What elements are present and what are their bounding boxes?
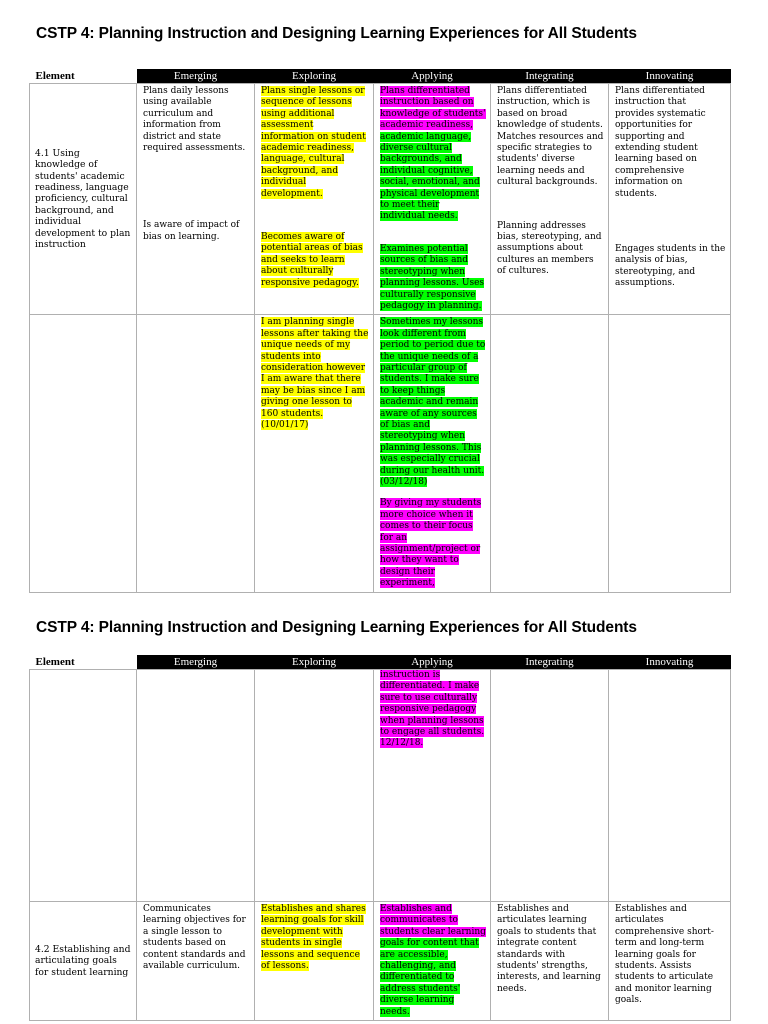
descriptor: Is aware of impact of bias on learning.	[143, 220, 240, 242]
cell-exploring-empty	[255, 670, 374, 902]
header-innovating: Innovating	[609, 69, 731, 84]
cell-emerging	[137, 902, 255, 1021]
header-row	[30, 655, 731, 670]
header-emerging: Emerging	[137, 69, 255, 84]
header-integrating: Integrating	[491, 69, 609, 84]
header-emerging: Emerging	[137, 655, 255, 670]
reflection-entry: I am planning single lessons after taking the unique needs of my students into consideration however I am aware that there may be bias since I am giving one lesson to 160 students. (10/01/17)	[261, 317, 369, 430]
descriptor: Communicates learning objectives for a single lesson to students based on content standards and available curriculum.	[143, 904, 246, 972]
reflection-entry: instruction is differentiated. I make sure to use culturally responsive pedagogy when planning lessons to engage all students. 12/12/18.	[380, 670, 485, 749]
cell-integrating-empty	[491, 315, 609, 592]
table-row	[30, 902, 731, 1021]
cell-innovating	[609, 902, 731, 1021]
cell-innovating-empty	[609, 315, 731, 592]
descriptor: Plans differentiated instruction, which is based on broad knowledge of students. Matches resources and specific strategies to students' diverse learning needs and cultural backgrounds.	[497, 86, 604, 188]
cell-applying-reflection	[374, 670, 491, 902]
highlighted-descriptor: Plans differentiated instruction based on knowledge of students' academic readiness,	[380, 86, 486, 131]
header-applying: Applying	[374, 69, 491, 84]
table-row	[30, 670, 731, 902]
highlighted-descriptor: Becomes aware of potential areas of bias and seeks to learn about culturally responsive pedagogy.	[261, 232, 363, 288]
header-exploring: Exploring	[255, 69, 374, 84]
header-innovating: Innovating	[609, 655, 731, 670]
element-4-2: 4.2 Establishing and articulating goals for student learning	[30, 902, 137, 1021]
cell-element-empty	[30, 315, 137, 592]
highlighted-descriptor: Establishes and communicates to students clear learning	[380, 904, 486, 937]
cell-integrating	[491, 902, 609, 1021]
cell-exploring-reflection	[255, 315, 374, 592]
cell-emerging	[137, 84, 255, 315]
highlighted-descriptor: Plans single lessons or sequence of lessons using additional assessment information on student academic readiness, language, cultural background, and individual development.	[261, 86, 366, 199]
cell-emerging-empty	[137, 670, 255, 902]
cell-exploring	[255, 902, 374, 1021]
cell-exploring	[255, 84, 374, 315]
cell-applying-reflection	[374, 315, 491, 592]
cell-applying	[374, 84, 491, 315]
header-element: Element	[30, 69, 137, 84]
header-applying: Applying	[374, 655, 491, 670]
header-integrating: Integrating	[491, 655, 609, 670]
table-row	[30, 315, 731, 592]
highlighted-descriptor: goals for content that are accessible, challenging, and differentiated to address students' diverse learning needs.	[380, 938, 479, 1017]
highlighted-descriptor: academic language, diverse cultural backgrounds, and individual cognitive, social, emotional, and physical development to meet their individual needs.	[380, 131, 480, 222]
descriptor: Plans daily lessons using available curriculum and information from district and state required assessments.	[143, 86, 246, 154]
cell-emerging-empty	[137, 315, 255, 592]
cell-integrating-empty	[491, 670, 609, 902]
descriptor: Engages students in the analysis of bias, stereotyping, and assumptions.	[615, 244, 726, 289]
highlighted-descriptor: Establishes and shares learning goals for skill development with students in single lessons and sequence of lessons.	[261, 904, 366, 972]
cell-applying	[374, 902, 491, 1021]
element-4-1: 4.1 Using knowledge of students' academic readiness, language proficiency, cultural background, and individual development to plan instruction	[30, 84, 137, 315]
header-element: Element	[30, 655, 137, 670]
descriptor: Planning addresses bias, stereotyping, and assumptions about cultures an members of cultures.	[497, 220, 602, 277]
page-title-1: CSTP 4: Planning Instruction and Designing Learning Experiences for All Students	[36, 25, 637, 42]
cell-integrating	[491, 84, 609, 315]
table-row	[30, 84, 731, 315]
header-row	[30, 69, 731, 84]
reflection-entry: By giving my students more choice when it comes to their focus for an assignment/project or how they want to design their experiment,	[380, 498, 482, 589]
descriptor: Plans differentiated instruction that provides systematic opportunities for supporting and extending student learning based on comprehensive information on students.	[615, 86, 706, 199]
descriptor: Establishes and articulates comprehensive short-term and long-term learning goals for students. Assists students to articulate and monitor learning goals.	[615, 904, 714, 1006]
rubric-table-1	[29, 69, 731, 593]
page-title-2: CSTP 4: Planning Instruction and Designing Learning Experiences for All Students	[36, 619, 637, 636]
cell-innovating-empty	[609, 670, 731, 902]
cell-element-empty	[30, 670, 137, 902]
cell-innovating	[609, 84, 731, 315]
descriptor: Establishes and articulates learning goals to students that integrate content standards with students' strengths, interests, and learning needs.	[497, 904, 601, 994]
rubric-table-2	[29, 655, 731, 1021]
highlighted-descriptor: Examines potential sources of bias and stereotyping when planning lessons. Uses culturally responsive pedagogy in planning.	[380, 243, 485, 311]
header-exploring: Exploring	[255, 655, 374, 670]
reflection-entry: Sometimes my lessons look different from period to period due to the unique needs of a particular group of students. I make sure to keep things academic and remain aware of any sources of bias and stereotyping when planning lessons. This was especially crucial during our health unit. (03/12/18)	[380, 317, 486, 487]
